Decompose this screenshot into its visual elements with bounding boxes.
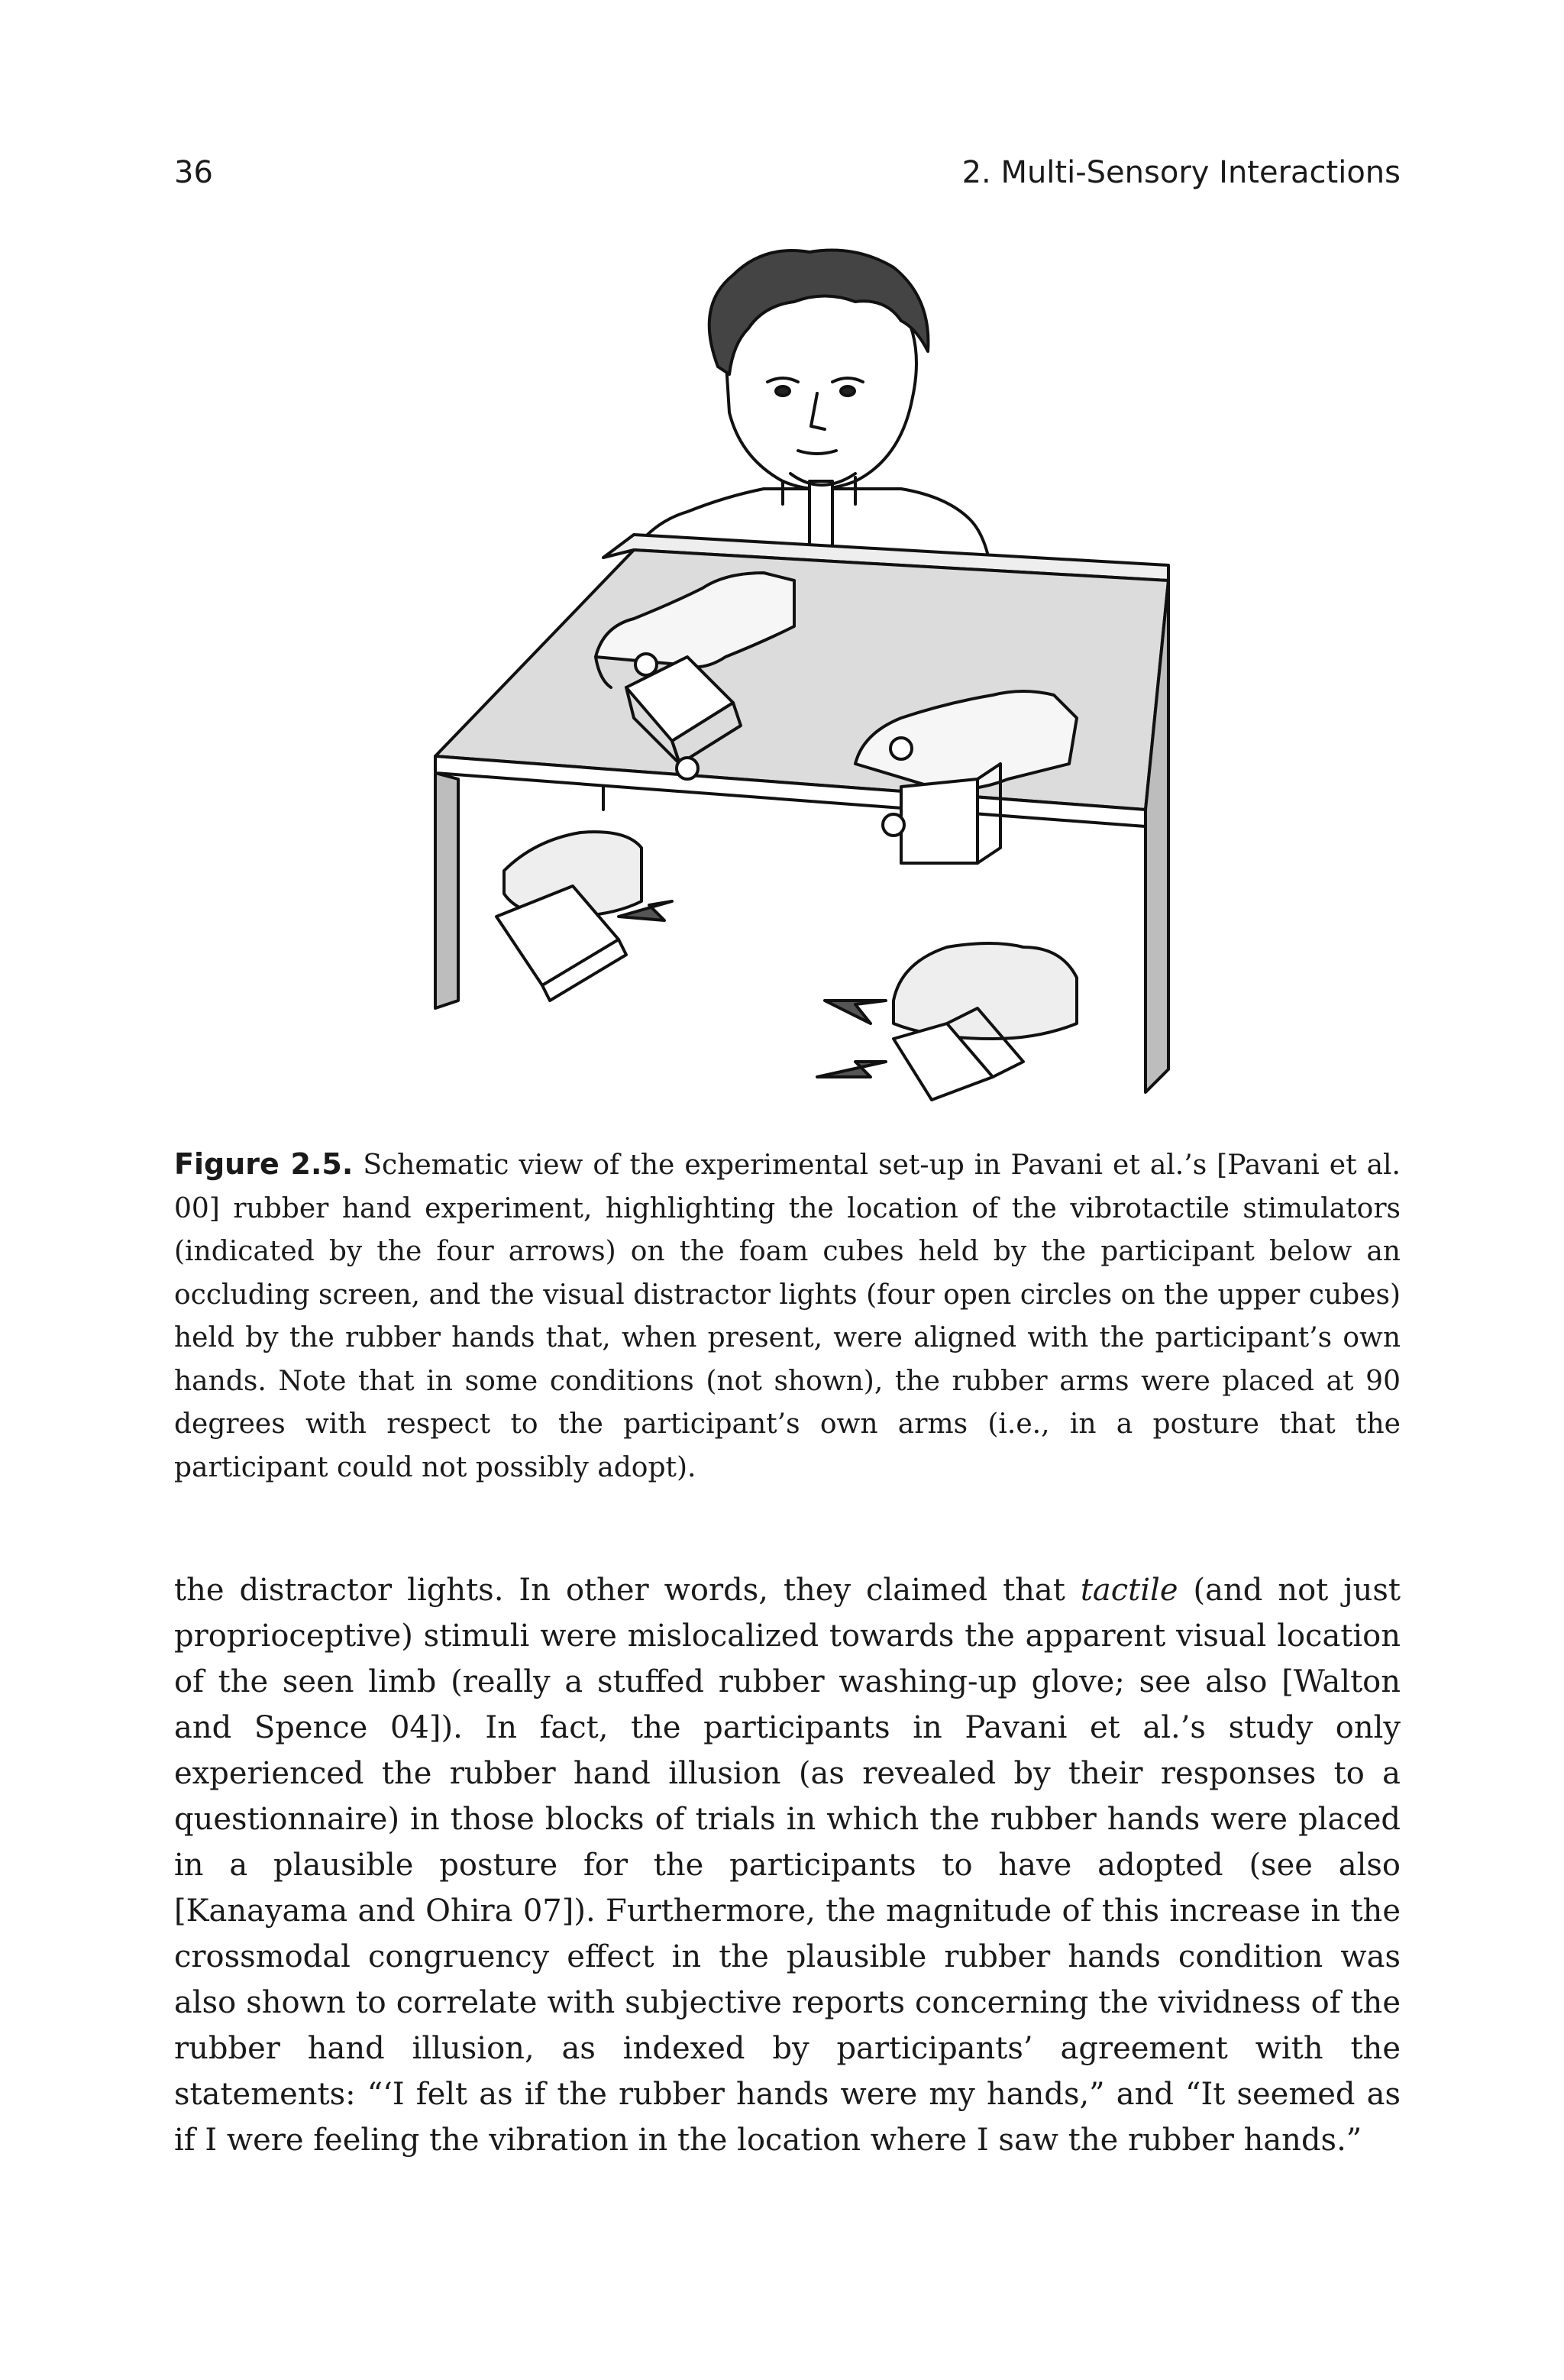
participant-head	[709, 251, 929, 505]
experiment-illustration	[367, 229, 1214, 1108]
distractor-light	[890, 738, 912, 759]
figure-caption-text: Schematic view of the experimental set-up in Pavani et al.’s [Pavani et al. 00] rubber hand experiment, highlighting the location of the vibrotactile stimulators (indicated by the four arrows) on the foam cubes held by the participant below an occluding screen, and the visual distractor lights (four open circles on the upper cubes) held by the rubber hands that, when present, were aligned with the participant’s own hands. Note that in some conditions (not shown), the rubber arms were placed at 90 degrees with respect to the participant’s own arms (i.e., in a posture that the participant could not possibly adopt).	[174, 1150, 1401, 1483]
running-header	[174, 150, 1401, 196]
body-paragraph	[174, 1567, 1401, 2163]
body-italic-word: tactile	[1080, 1573, 1178, 1608]
participant-hand-right	[817, 943, 1077, 1100]
distractor-light	[677, 758, 698, 779]
body-text-part-2: (and not just proprioceptive) stimuli were mislocalized towards the apparent visual location of the seen limb (really a stuffed rubber washing-up glove; see also [Walton and Spence 04]). In fact, the participants in Pavani et al.’s study only experienced the rubber hand illusion (as revealed by their responses to a questionnaire) in those blocks of trials in which the rubber hands were placed in a plausible posture for the participants to have adopted (see also [Kanayama and Ohira 07]). Furthermore, the magnitude of this increase in the crossmodal congruency effect in the plausible rubber hands condition was also shown to correlate with subjective reports concerning the vividness of the rubber hand illusion, as indexed by participants’ agreement with the statements: “‘I felt as if the rubber hands were my hands,” and “It seemed as if I were feeling the vibration in the location where I saw the rubber hands.”	[174, 1573, 1401, 2158]
chapter-title: 2. Multi-Sensory Interactions	[961, 155, 1401, 190]
vibrotactile-stimulator-arrow	[817, 1062, 886, 1077]
figure-caption	[174, 1143, 1401, 1489]
page-number: 36	[174, 155, 213, 190]
body-text-part-1: the distractor lights. In other words, they claimed that	[174, 1573, 1081, 1608]
distractor-light	[883, 814, 904, 836]
distractor-light	[635, 654, 657, 675]
figure-label: Figure 2.5.	[174, 1147, 354, 1181]
participant-hand-left	[496, 832, 672, 1001]
vibrotactile-stimulator-arrow	[825, 1001, 886, 1023]
